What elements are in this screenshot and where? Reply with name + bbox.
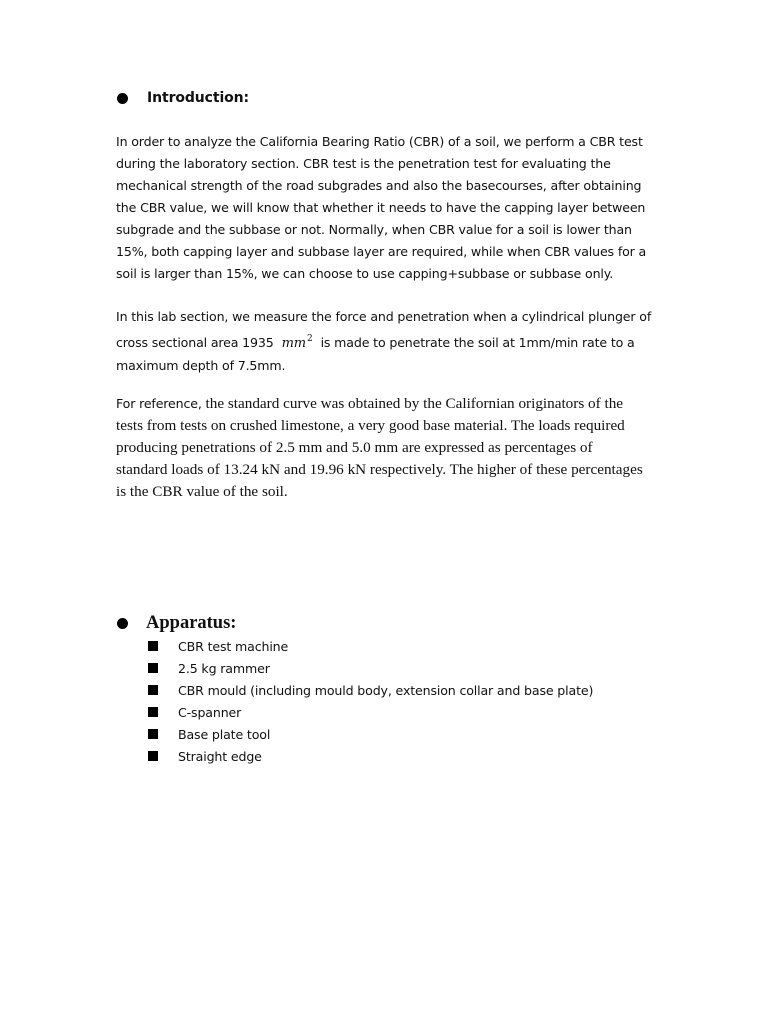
reference-paragraph (116, 393, 644, 503)
apparatus-list (148, 635, 593, 767)
round-bullet-icon (117, 618, 128, 629)
square-bullet-icon (148, 707, 158, 717)
list-item-label: Base plate tool (178, 726, 271, 742)
list-item-label: 2.5 kg rammer (178, 660, 270, 676)
area-unit-base: mm (281, 336, 306, 351)
introduction-paragraph-2 (116, 306, 656, 377)
square-bullet-icon (148, 729, 158, 739)
list-item (148, 701, 593, 723)
square-bullet-icon (148, 663, 158, 673)
list-item (148, 635, 593, 657)
area-unit-exponent: 2 (306, 334, 313, 344)
paragraph-2-text-before: In this lab section, we measure the force and penetration when a cylindrical plunger of cross sectional area 1935 (116, 309, 652, 350)
introduction-paragraph-1: In order to analyze the California Bearing Ratio (CBR) of a soil, we perform a CBR test during the laboratory section. CBR test is the penetration test for evaluating the mechanical strength of the road subgrades and also the basecourses, after obtaining the CBR value, we will know that whether it needs to have the capping layer between subgrade and the subbase or not. Normally, when CBR value for a soil is lower than 15%, both capping layer and subbase layer are required, while when CBR values for a soil is larger than 15%, we can choose to use capping+subbase or subbase only. (116, 134, 647, 281)
list-item (148, 657, 593, 679)
list-item (148, 679, 593, 701)
list-item-label: C-spanner (178, 704, 242, 720)
round-bullet-icon (117, 93, 128, 104)
square-bullet-icon (148, 685, 158, 695)
list-item-label: CBR mould (including mould body, extension collar and base plate) (178, 682, 594, 698)
list-item (148, 745, 593, 767)
reference-text: the standard curve was obtained by the Californian originators of the tests from tests on crushed limestone, a very good base material. The loads required producing penetrations of 2.5 mm and 5.0 mm are expressed as percentages of standard loads of 13.24 kN and 19.96 kN respectively. The higher of these percentages is the CBR value of the soil. (116, 395, 643, 500)
square-bullet-icon (148, 641, 158, 651)
apparatus-heading: Apparatus: (146, 613, 237, 633)
reference-label: For reference, (116, 396, 202, 411)
apparatus-heading-row (117, 613, 236, 634)
introduction-heading-row (117, 90, 249, 106)
area-unit (282, 336, 313, 351)
list-item-label: Straight edge (178, 748, 262, 764)
list-item-label: CBR test machine (178, 638, 289, 654)
introduction-heading: Introduction: (147, 90, 250, 106)
square-bullet-icon (148, 751, 158, 761)
list-item (148, 723, 593, 745)
paragraph-2-text-after: is made to penetrate the soil at 1mm/min rate to a maximum depth of 7.5mm. (116, 335, 635, 373)
